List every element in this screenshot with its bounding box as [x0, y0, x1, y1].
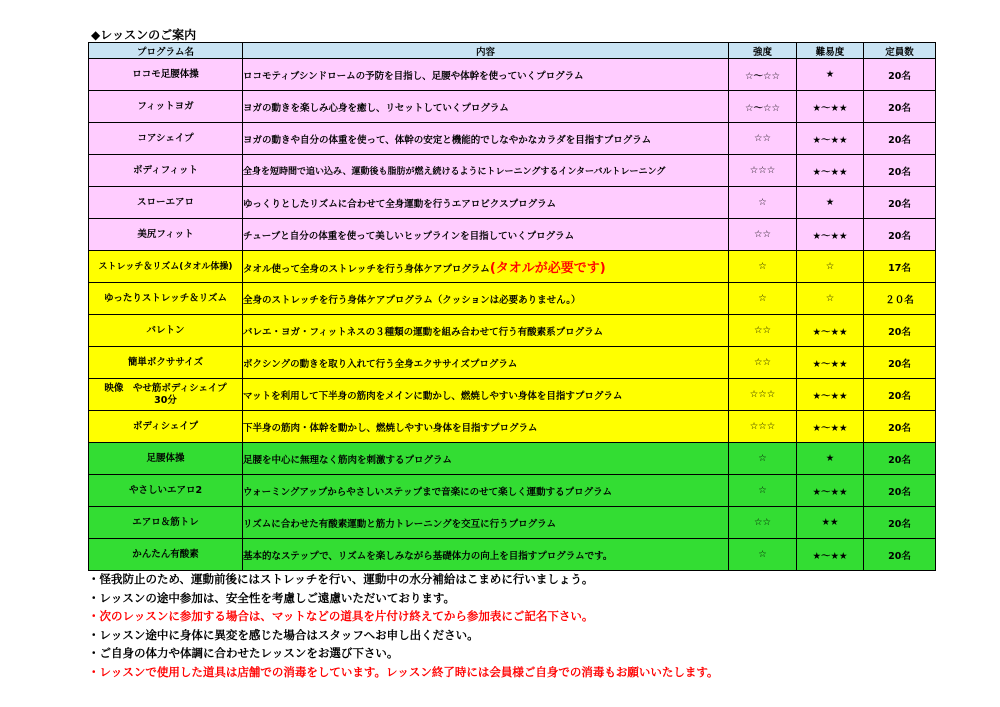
capacity: 20名 — [864, 315, 936, 347]
page-title: ◆レッスンのご案内 — [91, 28, 197, 42]
difficulty-rating: ★～★★ — [797, 219, 864, 251]
difficulty-rating: ★～★★ — [797, 91, 864, 123]
table-row — [89, 187, 936, 219]
difficulty-rating: ★～★★ — [797, 379, 864, 411]
program-description: 下半身の筋肉・体幹を動かし、燃焼しやすい身体を目指すプログラム — [243, 411, 729, 443]
header-capacity: 定員数 — [864, 43, 936, 59]
table-row — [89, 411, 936, 443]
intensity-rating: ☆～☆☆ — [729, 59, 797, 91]
difficulty-rating: ★ — [797, 59, 864, 91]
intensity-rating: ☆☆ — [729, 315, 797, 347]
program-name: ボディフィット — [89, 155, 243, 187]
intensity-rating: ☆ — [729, 539, 797, 571]
capacity: 20名 — [864, 411, 936, 443]
table-row — [89, 59, 936, 91]
header-program-name: プログラム名 — [89, 43, 243, 59]
program-description: 基本的なステップで、リズムを楽しみながら基礎体力の向上を目指すプログラムです。 — [243, 539, 729, 571]
program-name: バレトン — [89, 315, 243, 347]
program-description: 全身のストレッチを行う身体ケアプログラム（クッションは必要ありません。） — [243, 283, 729, 315]
table-row — [89, 219, 936, 251]
intensity-rating: ☆～☆☆ — [729, 91, 797, 123]
program-name: フィットヨガ — [89, 91, 243, 123]
intensity-rating: ☆ — [729, 475, 797, 507]
program-description: 全身を短時間で追い込み、運動後も脂肪が燃え続けるようにトレーニングするインターバルトレーニング — [243, 155, 729, 187]
program-name-line1: 映像 やせ筋ボディシェイプ — [104, 382, 227, 394]
program-name: 美尻フィット — [89, 219, 243, 251]
intensity-rating: ☆☆☆ — [729, 379, 797, 411]
program-name: ボディシェイプ — [89, 411, 243, 443]
program-description: ロコモティブシンドロームの予防を目指し、足腰や体幹を使っていくプログラム — [243, 59, 729, 91]
program-description: 足腰を中心に無理なく筋肉を刺激するプログラム — [243, 443, 729, 475]
note-choose-lesson: ・ご自身の体力や体調に合わせたレッスンをお選び下さい。 — [88, 646, 399, 661]
program-description — [243, 251, 729, 283]
difficulty-rating: ★～★★ — [797, 539, 864, 571]
capacity: 20名 — [864, 507, 936, 539]
header-difficulty: 難易度 — [797, 43, 864, 59]
header-intensity: 強度 — [729, 43, 797, 59]
table-row — [89, 347, 936, 379]
program-description: ウォーミングアップからやさしいステップまで音楽にのせて楽しく運動するプログラム — [243, 475, 729, 507]
note-feeling-unwell: ・レッスン途中に身体に異変を感じた場合はスタッフへお申し出ください。 — [88, 627, 479, 642]
capacity: 17名 — [864, 251, 936, 283]
program-name — [89, 379, 243, 411]
difficulty-rating: ★～★★ — [797, 315, 864, 347]
program-name: スローエアロ — [89, 187, 243, 219]
table-row — [89, 123, 936, 155]
header-content: 内容 — [243, 43, 729, 59]
difficulty-rating: ★～★★ — [797, 475, 864, 507]
note-stretch-hydration: ・怪我防止のため、運動前後にはストレッチを行い、運動中の水分補給はこまめに行いましょう。 — [88, 572, 594, 586]
capacity: 20名 — [864, 59, 936, 91]
intensity-rating: ☆ — [729, 187, 797, 219]
table-row — [89, 475, 936, 507]
note-late-entry: ・レッスンの途中参加は、安全性を考慮しご遠慮いただいております。 — [88, 590, 455, 605]
difficulty-rating: ★ — [797, 443, 864, 475]
table-header-row — [89, 43, 936, 59]
note-disinfection: ・レッスンで使用した道具は店舗での消毒をしています。レッスン終了時には会員様ご自身での消毒もお願いいたします。 — [88, 664, 719, 679]
table-row — [89, 283, 936, 315]
difficulty-rating: ★～★★ — [797, 347, 864, 379]
difficulty-rating: ★★ — [797, 507, 864, 539]
program-description: ヨガの動きや自分の体重を使って、体幹の安定と機能的でしなやかなカラダを目指すプログラム — [243, 123, 729, 155]
program-name-line2: 30分 — [154, 394, 177, 406]
towel-required-notice: (タオルが必要です) — [489, 261, 606, 276]
capacity: 20名 — [864, 155, 936, 187]
table-row — [89, 507, 936, 539]
notes-section — [88, 570, 988, 682]
program-description: バレエ・ヨガ・フィットネスの３種類の運動を組み合わせて行う有酸素系プログラム — [243, 315, 729, 347]
program-name: かんたん有酸素 — [89, 539, 243, 571]
table-row — [89, 155, 936, 187]
program-description: リズムに合わせた有酸素運動と筋力トレーニングを交互に行うプログラム — [243, 507, 729, 539]
capacity: 20名 — [864, 539, 936, 571]
capacity: 20名 — [864, 347, 936, 379]
difficulty-rating: ☆ — [797, 251, 864, 283]
difficulty-rating: ★ — [797, 187, 864, 219]
program-name: 簡単ボクササイズ — [89, 347, 243, 379]
intensity-rating: ☆ — [729, 283, 797, 315]
capacity: 20名 — [864, 475, 936, 507]
table-row — [89, 539, 936, 571]
difficulty-rating: ★～★★ — [797, 123, 864, 155]
description-text: タオル使って全身のストレッチを行う身体ケアプログラム — [243, 264, 490, 275]
program-name: ロコモ足腰体操 — [89, 59, 243, 91]
lesson-table — [88, 42, 936, 571]
capacity: ２０名 — [864, 283, 936, 315]
program-name: エアロ＆筋トレ — [89, 507, 243, 539]
program-name: コアシェイプ — [89, 123, 243, 155]
intensity-rating: ☆☆ — [729, 123, 797, 155]
intensity-rating: ☆☆ — [729, 347, 797, 379]
capacity: 20名 — [864, 219, 936, 251]
table-row — [89, 379, 936, 411]
program-name: ゆったりストレッチ＆リズム — [89, 283, 243, 315]
intensity-rating: ☆☆☆ — [729, 411, 797, 443]
capacity: 20名 — [864, 379, 936, 411]
capacity: 20名 — [864, 443, 936, 475]
difficulty-rating: ★～★★ — [797, 155, 864, 187]
difficulty-rating: ★～★★ — [797, 411, 864, 443]
program-description: ゆっくりとしたリズムに合わせて全身運動を行うエアロビクスプログラム — [243, 187, 729, 219]
intensity-rating: ☆☆ — [729, 219, 797, 251]
note-next-lesson: ・次のレッスンに参加する場合は、マットなどの道具を片付け終えてから参加表にご記名下さい。 — [88, 609, 594, 624]
difficulty-rating: ☆ — [797, 283, 864, 315]
table-row — [89, 443, 936, 475]
program-description: ボクシングの動きを取り入れて行う全身エクササイズプログラム — [243, 347, 729, 379]
capacity: 20名 — [864, 91, 936, 123]
intensity-rating: ☆ — [729, 443, 797, 475]
table-row — [89, 315, 936, 347]
capacity: 20名 — [864, 187, 936, 219]
program-name: ストレッチ＆リズム(タオル体操) — [89, 251, 243, 283]
intensity-rating: ☆☆☆ — [729, 155, 797, 187]
program-description: チューブと自分の体重を使って美しいヒップラインを目指していくプログラム — [243, 219, 729, 251]
program-name: 足腰体操 — [89, 443, 243, 475]
program-description: マットを利用して下半身の筋肉をメインに動かし、燃焼しやすい身体を目指すプログラム — [243, 379, 729, 411]
capacity: 20名 — [864, 123, 936, 155]
intensity-rating: ☆☆ — [729, 507, 797, 539]
intensity-rating: ☆ — [729, 251, 797, 283]
program-description: ヨガの動きを楽しみ心身を癒し、リセットしていくプログラム — [243, 91, 729, 123]
program-name: やさしいエアロ2 — [89, 475, 243, 507]
table-row — [89, 251, 936, 283]
table-row — [89, 91, 936, 123]
